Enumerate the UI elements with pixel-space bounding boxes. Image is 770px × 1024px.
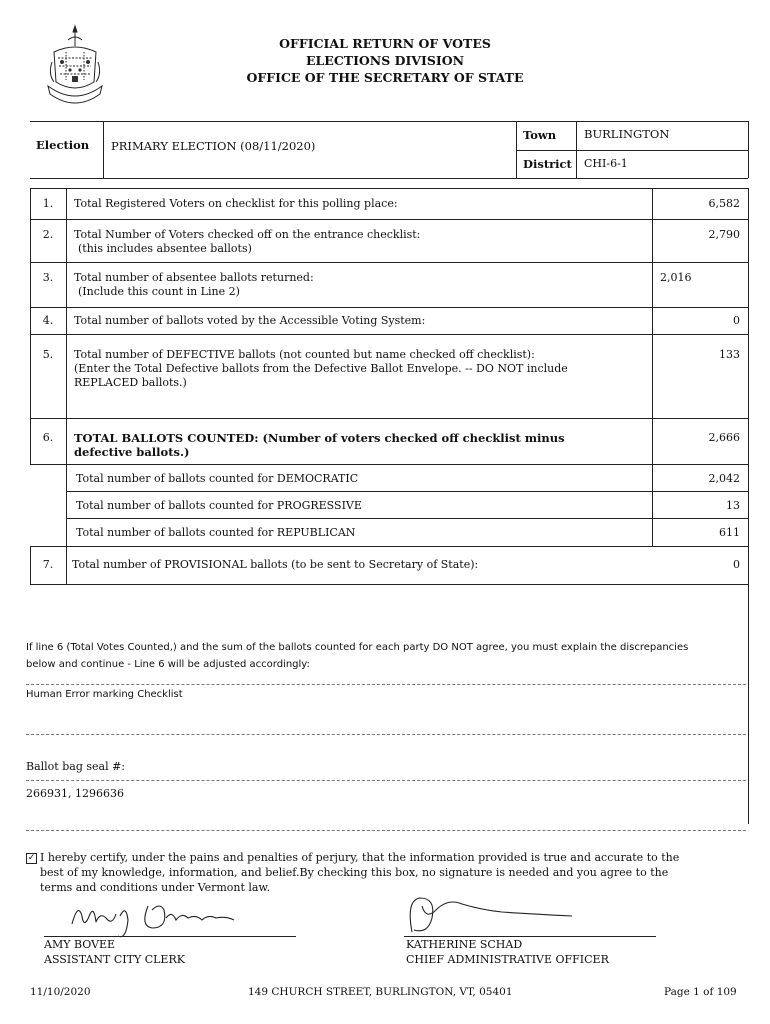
row-6-value: 2,666 xyxy=(708,431,740,444)
row-3-value: 2,016 xyxy=(660,271,692,284)
discrepancy-instructions: If line 6 (Total Votes Counted,) and the sum of the ballots counted for each party DO NOT agree, you must explain the discrepancies xyxy=(26,642,689,653)
discrepancy-instructions-2: below and continue - Line 6 will be adjusted accordingly: xyxy=(26,659,310,670)
ballot-seal-value[interactable]: 266931, 1296636 xyxy=(26,787,124,800)
row-5-value: 133 xyxy=(719,348,740,361)
certify-checkbox[interactable]: ✓ xyxy=(27,852,36,863)
party-row-democratic-value: 2,042 xyxy=(708,472,740,485)
ballot-seal-label: Ballot bag seal #: xyxy=(26,760,126,773)
row-7-number: 7. xyxy=(42,558,54,571)
discrepancy-explanation[interactable]: Human Error marking Checklist xyxy=(26,689,183,700)
row-7-text: Total number of PROVISIONAL ballots (to be sent to Secretary of State): xyxy=(72,558,479,571)
row-4-text: Total number of ballots voted by the Accessible Voting System: xyxy=(74,314,426,327)
row-2-number: 2. xyxy=(42,228,54,241)
election-value: PRIMARY ELECTION (08/11/2020) xyxy=(111,139,316,153)
certify-line-2: best of my knowledge, information, and belief.By checking this box, no signature is needed and you agree to the xyxy=(40,866,669,879)
signer-2-name: KATHERINE SCHAD xyxy=(406,938,523,951)
party-row-republican-value: 611 xyxy=(719,526,740,539)
footer-address: 149 CHURCH STREET, BURLINGTON, VT, 05401 xyxy=(248,986,513,998)
row-7-value: 0 xyxy=(733,558,740,571)
row-4-number: 4. xyxy=(42,314,54,327)
row-6-text: TOTAL BALLOTS COUNTED: (Number of voters checked off checklist minus xyxy=(74,431,565,445)
row-5-subtext: (Enter the Total Defective ballots from the Defective Ballot Envelope. -- DO NOT include xyxy=(74,362,568,375)
certify-statement xyxy=(26,851,679,865)
party-row-republican-text: Total number of ballots counted for REPUBLICAN xyxy=(76,526,356,539)
party-row-progressive-text: Total number of ballots counted for PROGRESSIVE xyxy=(76,499,362,512)
party-row-progressive-value: 13 xyxy=(726,499,740,512)
footer-date: 11/10/2020 xyxy=(30,986,91,998)
row-3-subtext: (Include this count in Line 2) xyxy=(78,285,240,298)
row-1-number: 1. xyxy=(42,197,54,210)
district-value: CHI-6-1 xyxy=(584,157,628,170)
district-label: District xyxy=(523,157,572,171)
row-6-subtext: defective ballots.) xyxy=(74,445,190,459)
row-3-text: Total number of absentee ballots returned: xyxy=(74,271,314,284)
row-5-text: Total number of DEFECTIVE ballots (not counted but name checked off checklist): xyxy=(74,348,535,361)
signer-2-title: CHIEF ADMINISTRATIVE OFFICER xyxy=(406,953,609,966)
header-title-3: OFFICE OF THE SECRETARY OF STATE xyxy=(246,70,524,85)
footer-page-number: Page 1 of 109 xyxy=(664,986,737,998)
header-title-1: OFFICIAL RETURN OF VOTES xyxy=(279,36,491,51)
row-6-number: 6. xyxy=(42,431,54,444)
row-2-value: 2,790 xyxy=(708,228,740,241)
certify-line-3: terms and conditions under Vermont law. xyxy=(40,881,271,894)
row-3-number: 3. xyxy=(42,271,54,284)
header-title-2: ELECTIONS DIVISION xyxy=(305,53,465,68)
row-2-subtext: (this includes absentee ballots) xyxy=(78,242,252,255)
signer-1-name: AMY BOVEE xyxy=(44,938,116,951)
election-label: Election xyxy=(36,138,90,152)
signature-katherine-schad xyxy=(402,890,592,938)
row-5-subtext-2: REPLACED ballots.) xyxy=(74,376,187,389)
row-1-value: 6,582 xyxy=(708,197,740,210)
certify-line-1: I hereby certify, under the pains and penalties of perjury, that the information provided is true and accurate to the xyxy=(40,851,680,864)
row-5-number: 5. xyxy=(42,348,54,361)
row-4-value: 0 xyxy=(733,314,740,327)
town-value: BURLINGTON xyxy=(584,127,670,141)
row-2-text: Total Number of Voters checked off on the entrance checklist: xyxy=(74,228,421,241)
party-row-democratic-text: Total number of ballots counted for DEMOCRATIC xyxy=(76,472,359,485)
row-1-text: Total Registered Voters on checklist for this polling place: xyxy=(74,197,398,210)
signer-1-title: ASSISTANT CITY CLERK xyxy=(44,953,185,966)
town-label: Town xyxy=(523,128,557,142)
